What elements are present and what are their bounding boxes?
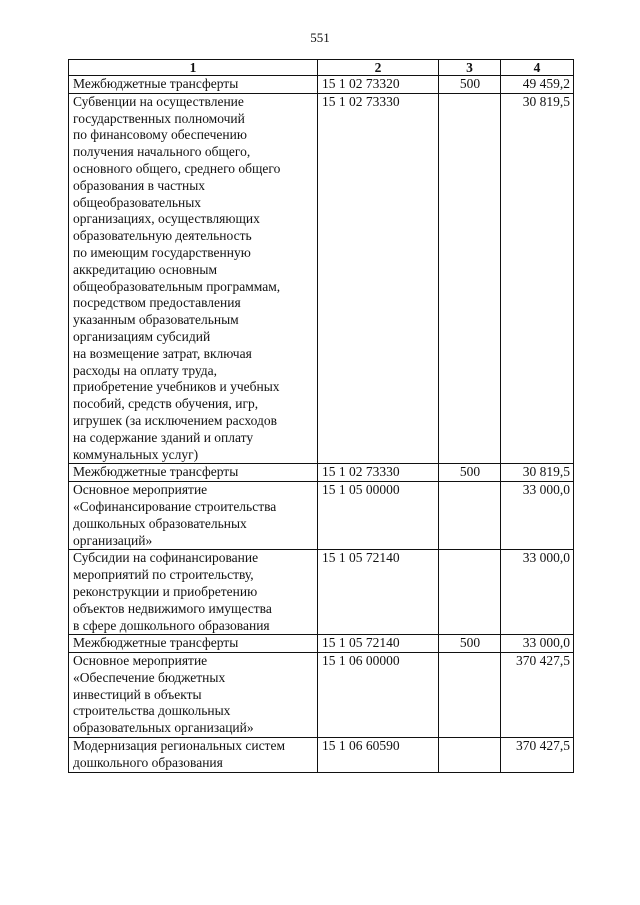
- header-col-1: 1: [69, 60, 318, 76]
- row-sum: 33 000,0: [501, 550, 574, 635]
- row-sum: 370 427,5: [501, 738, 574, 773]
- row-name: Межбюджетные трансферты: [69, 76, 318, 94]
- table-row: [69, 464, 574, 482]
- row-sum: 30 819,5: [501, 93, 574, 464]
- header-col-4: 4: [501, 60, 574, 76]
- row-kind: 500: [439, 76, 501, 94]
- row-name: Межбюджетные трансферты: [69, 464, 318, 482]
- row-sum: 370 427,5: [501, 653, 574, 738]
- row-code: 15 1 05 00000: [318, 482, 439, 550]
- table-row: [69, 76, 574, 94]
- row-kind: [439, 93, 501, 464]
- row-code: 15 1 05 72140: [318, 550, 439, 635]
- row-code: 15 1 02 73320: [318, 76, 439, 94]
- table-row: [69, 550, 574, 635]
- row-name: Основное мероприятие «Софинансирование строительства дошкольных образовательных организаций»: [69, 482, 318, 550]
- row-kind: 500: [439, 464, 501, 482]
- table-row: [69, 635, 574, 653]
- row-kind: 500: [439, 635, 501, 653]
- row-sum: 33 000,0: [501, 482, 574, 550]
- row-kind: [439, 550, 501, 635]
- row-name: Межбюджетные трансферты: [69, 635, 318, 653]
- row-sum: 49 459,2: [501, 76, 574, 94]
- row-code: 15 1 06 60590: [318, 738, 439, 773]
- row-name: Основное мероприятие «Обеспечение бюджетных инвестиций в объекты строительства дошкольных образовательных организаций»: [69, 653, 318, 738]
- row-kind: [439, 482, 501, 550]
- header-row: [69, 60, 574, 76]
- header-col-2: 2: [318, 60, 439, 76]
- row-name: Субсидии на софинансирование мероприятий по строительству, реконструкции и приобретению объектов недвижимого имущества в сфере дошкольного образования: [69, 550, 318, 635]
- row-code: 15 1 06 00000: [318, 653, 439, 738]
- row-name: Модернизация региональных систем дошкольного образования: [69, 738, 318, 773]
- row-sum: 30 819,5: [501, 464, 574, 482]
- row-kind: [439, 653, 501, 738]
- row-code: 15 1 02 73330: [318, 93, 439, 464]
- row-code: 15 1 05 72140: [318, 635, 439, 653]
- table-row: [69, 93, 574, 464]
- table-row: [69, 653, 574, 738]
- row-name: Субвенции на осуществление государственных полномочий по финансовому обеспечению получения начального общего, основного общего, среднего общего образования в частных общеобразовательных организациях, осуществляющих образовательную деятельность по имеющим государственную аккредитацию основным общеобразовательным программам, посредством предоставления указанным образовательным организациям субсидий на возмещение затрат, включая расходы на оплату труда, приобретение учебников и учебных пособий, средств обучения, игр, игрушек (за исключением расходов на содержание зданий и оплату коммунальных услуг): [69, 93, 318, 464]
- table-row: [69, 738, 574, 773]
- page-number: 551: [310, 30, 330, 45]
- row-kind: [439, 738, 501, 773]
- row-code: 15 1 02 73330: [318, 464, 439, 482]
- header-col-3: 3: [439, 60, 501, 76]
- table-row: [69, 482, 574, 550]
- row-sum: 33 000,0: [501, 635, 574, 653]
- budget-table: [68, 59, 574, 773]
